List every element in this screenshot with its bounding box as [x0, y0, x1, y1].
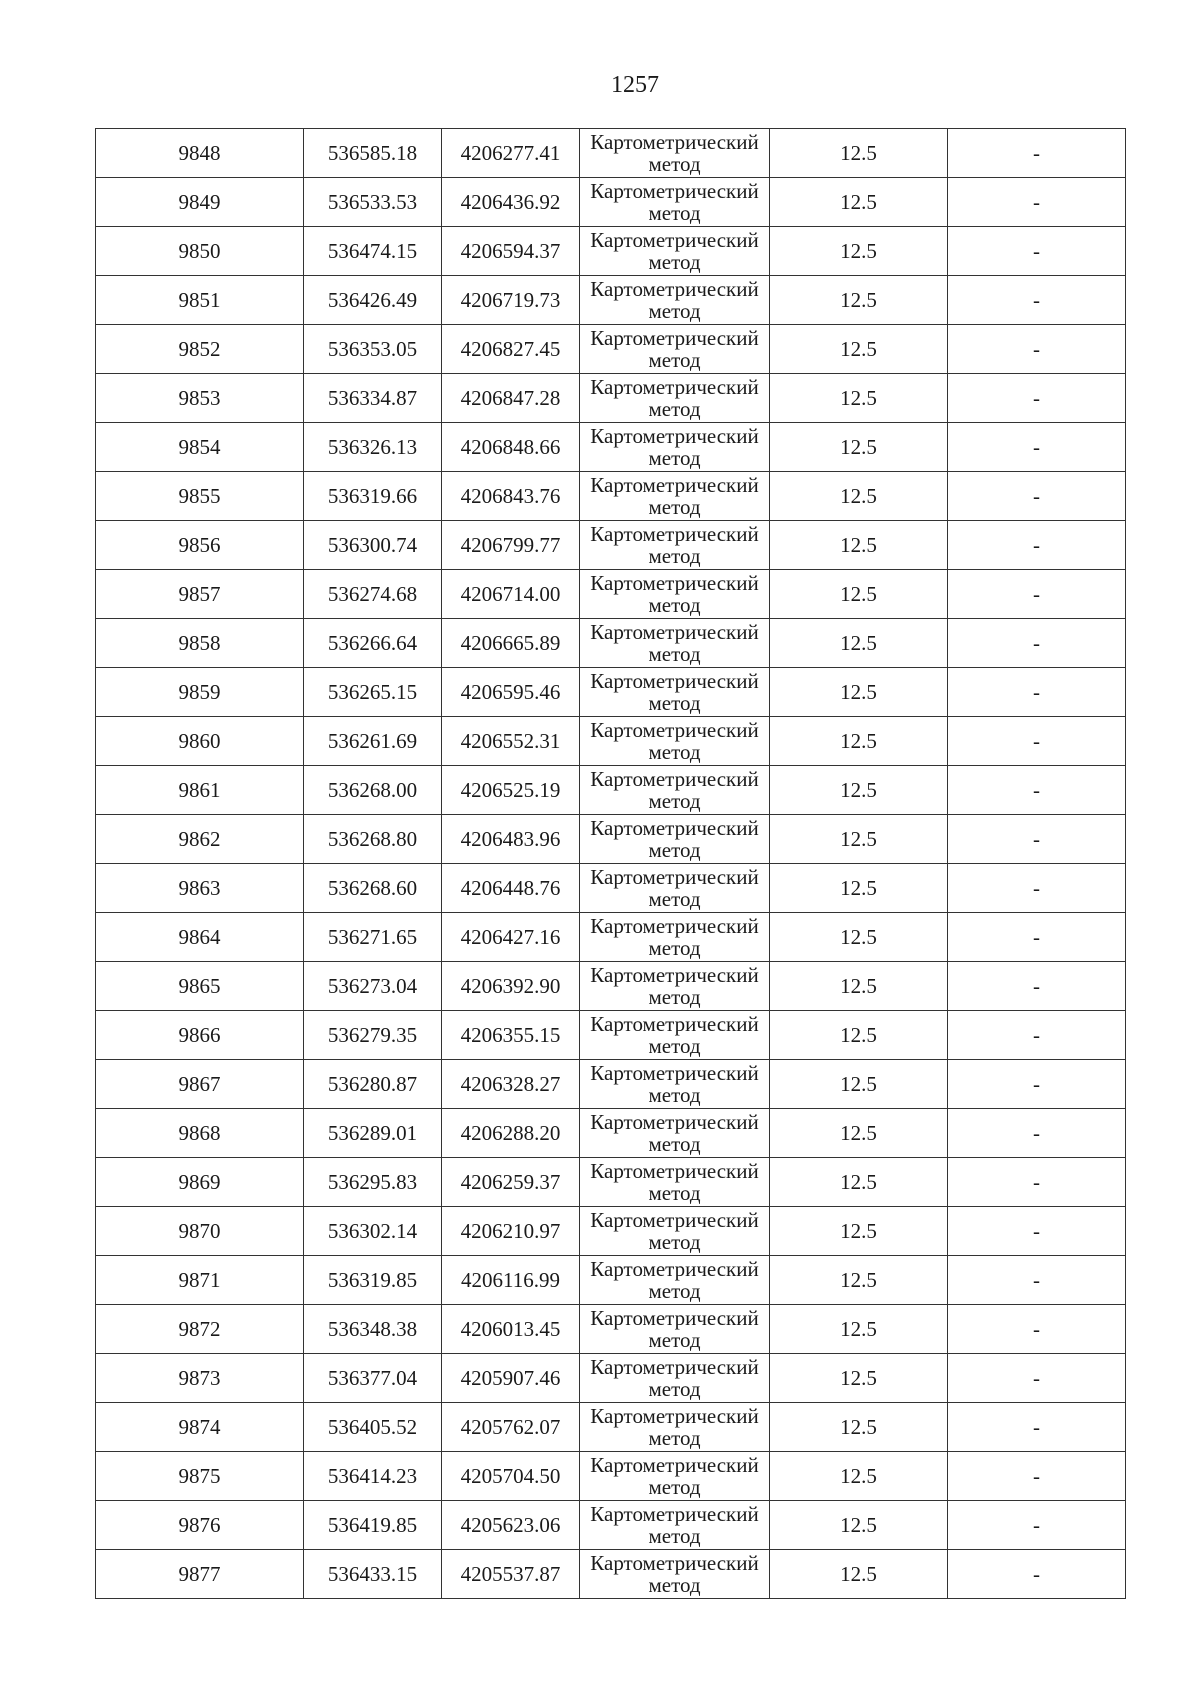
note-cell: -	[948, 619, 1126, 668]
accuracy-cell: 12.5	[770, 276, 948, 325]
point-number-cell: 9875	[96, 1452, 304, 1501]
table-row	[96, 129, 1126, 178]
x-coordinate-cell: 536266.64	[304, 619, 442, 668]
method-line-2: метод	[648, 299, 701, 323]
accuracy-cell: 12.5	[770, 1158, 948, 1207]
method-line-1: Картометрический	[590, 1306, 759, 1330]
y-coordinate-cell: 4206827.45	[442, 325, 580, 374]
y-coordinate-cell: 4206013.45	[442, 1305, 580, 1354]
table-row	[96, 864, 1126, 913]
method-cell	[580, 619, 770, 668]
x-coordinate-cell: 536474.15	[304, 227, 442, 276]
accuracy-cell: 12.5	[770, 1060, 948, 1109]
point-number-cell: 9871	[96, 1256, 304, 1305]
method-line-2: метод	[648, 691, 701, 715]
table-row	[96, 1256, 1126, 1305]
table-row	[96, 1060, 1126, 1109]
method-line-2: метод	[648, 1524, 701, 1548]
method-line-1: Картометрический	[590, 1355, 759, 1379]
method-line-2: метод	[648, 152, 701, 176]
note-cell: -	[948, 1501, 1126, 1550]
accuracy-cell: 12.5	[770, 913, 948, 962]
method-line-2: метод	[648, 348, 701, 372]
accuracy-cell: 12.5	[770, 227, 948, 276]
y-coordinate-cell: 4206436.92	[442, 178, 580, 227]
accuracy-cell: 12.5	[770, 815, 948, 864]
method-line-1: Картометрический	[590, 620, 759, 644]
accuracy-cell: 12.5	[770, 325, 948, 374]
method-line-2: метод	[648, 544, 701, 568]
method-line-1: Картометрический	[590, 1404, 759, 1428]
point-number-cell: 9850	[96, 227, 304, 276]
accuracy-cell: 12.5	[770, 472, 948, 521]
coordinates-table	[95, 128, 1126, 1599]
note-cell: -	[948, 1305, 1126, 1354]
method-line-2: метод	[648, 495, 701, 519]
y-coordinate-cell: 4206843.76	[442, 472, 580, 521]
method-cell	[580, 129, 770, 178]
method-cell	[580, 1256, 770, 1305]
table-row	[96, 1403, 1126, 1452]
table-row	[96, 766, 1126, 815]
x-coordinate-cell: 536585.18	[304, 129, 442, 178]
method-cell	[580, 1354, 770, 1403]
y-coordinate-cell: 4206448.76	[442, 864, 580, 913]
method-line-1: Картометрический	[590, 473, 759, 497]
x-coordinate-cell: 536414.23	[304, 1452, 442, 1501]
x-coordinate-cell: 536279.35	[304, 1011, 442, 1060]
point-number-cell: 9868	[96, 1109, 304, 1158]
x-coordinate-cell: 536405.52	[304, 1403, 442, 1452]
point-number-cell: 9852	[96, 325, 304, 374]
table-row	[96, 1109, 1126, 1158]
table-row	[96, 1305, 1126, 1354]
table-row	[96, 717, 1126, 766]
method-cell	[580, 276, 770, 325]
y-coordinate-cell: 4206277.41	[442, 129, 580, 178]
point-number-cell: 9858	[96, 619, 304, 668]
method-cell	[580, 1060, 770, 1109]
method-cell	[580, 1403, 770, 1452]
y-coordinate-cell: 4206665.89	[442, 619, 580, 668]
method-cell	[580, 913, 770, 962]
table-row	[96, 570, 1126, 619]
method-line-1: Картометрический	[590, 1159, 759, 1183]
y-coordinate-cell: 4206427.16	[442, 913, 580, 962]
method-line-2: метод	[648, 1279, 701, 1303]
point-number-cell: 9857	[96, 570, 304, 619]
method-line-1: Картометрический	[590, 1208, 759, 1232]
method-cell	[580, 1158, 770, 1207]
accuracy-cell: 12.5	[770, 1207, 948, 1256]
method-line-2: метод	[648, 936, 701, 960]
point-number-cell: 9876	[96, 1501, 304, 1550]
accuracy-cell: 12.5	[770, 521, 948, 570]
table-row	[96, 178, 1126, 227]
method-cell	[580, 570, 770, 619]
table-row	[96, 1452, 1126, 1501]
accuracy-cell: 12.5	[770, 374, 948, 423]
method-line-1: Картометрический	[590, 1551, 759, 1575]
method-line-2: метод	[648, 446, 701, 470]
x-coordinate-cell: 536419.85	[304, 1501, 442, 1550]
method-cell	[580, 1207, 770, 1256]
method-line-2: метод	[648, 1426, 701, 1450]
page-number: 1257	[611, 72, 659, 98]
method-line-1: Картометрический	[590, 179, 759, 203]
point-number-cell: 9855	[96, 472, 304, 521]
note-cell: -	[948, 717, 1126, 766]
method-line-1: Картометрический	[590, 669, 759, 693]
y-coordinate-cell: 4205537.87	[442, 1550, 580, 1599]
x-coordinate-cell: 536334.87	[304, 374, 442, 423]
table-row	[96, 276, 1126, 325]
x-coordinate-cell: 536302.14	[304, 1207, 442, 1256]
y-coordinate-cell: 4206525.19	[442, 766, 580, 815]
method-cell	[580, 1501, 770, 1550]
method-cell	[580, 1452, 770, 1501]
note-cell: -	[948, 521, 1126, 570]
table-row	[96, 619, 1126, 668]
method-line-2: метод	[648, 1475, 701, 1499]
note-cell: -	[948, 178, 1126, 227]
method-line-2: метод	[648, 1083, 701, 1107]
accuracy-cell: 12.5	[770, 864, 948, 913]
method-cell	[580, 1109, 770, 1158]
x-coordinate-cell: 536295.83	[304, 1158, 442, 1207]
y-coordinate-cell: 4206552.31	[442, 717, 580, 766]
accuracy-cell: 12.5	[770, 668, 948, 717]
point-number-cell: 9872	[96, 1305, 304, 1354]
note-cell: -	[948, 913, 1126, 962]
point-number-cell: 9866	[96, 1011, 304, 1060]
x-coordinate-cell: 536533.53	[304, 178, 442, 227]
point-number-cell: 9862	[96, 815, 304, 864]
x-coordinate-cell: 536377.04	[304, 1354, 442, 1403]
point-number-cell: 9851	[96, 276, 304, 325]
point-number-cell: 9848	[96, 129, 304, 178]
method-line-1: Картометрический	[590, 1061, 759, 1085]
x-coordinate-cell: 536268.00	[304, 766, 442, 815]
y-coordinate-cell: 4206288.20	[442, 1109, 580, 1158]
point-number-cell: 9849	[96, 178, 304, 227]
method-line-1: Картометрический	[590, 865, 759, 889]
method-line-1: Картометрический	[590, 1110, 759, 1134]
note-cell: -	[948, 374, 1126, 423]
table-row	[96, 913, 1126, 962]
method-line-1: Картометрический	[590, 522, 759, 546]
note-cell: -	[948, 766, 1126, 815]
y-coordinate-cell: 4205762.07	[442, 1403, 580, 1452]
note-cell: -	[948, 227, 1126, 276]
point-number-cell: 9877	[96, 1550, 304, 1599]
method-line-2: метод	[648, 1034, 701, 1058]
method-line-2: метод	[648, 1377, 701, 1401]
note-cell: -	[948, 1011, 1126, 1060]
method-line-2: метод	[648, 740, 701, 764]
accuracy-cell: 12.5	[770, 1354, 948, 1403]
y-coordinate-cell: 4206355.15	[442, 1011, 580, 1060]
method-line-1: Картометрический	[590, 1012, 759, 1036]
method-line-2: метод	[648, 642, 701, 666]
x-coordinate-cell: 536433.15	[304, 1550, 442, 1599]
note-cell: -	[948, 668, 1126, 717]
method-cell	[580, 1305, 770, 1354]
method-line-1: Картометрический	[590, 1453, 759, 1477]
method-line-2: метод	[648, 397, 701, 421]
method-line-2: метод	[648, 1230, 701, 1254]
method-line-1: Картометрический	[590, 571, 759, 595]
x-coordinate-cell: 536289.01	[304, 1109, 442, 1158]
y-coordinate-cell: 4206594.37	[442, 227, 580, 276]
x-coordinate-cell: 536326.13	[304, 423, 442, 472]
point-number-cell: 9861	[96, 766, 304, 815]
x-coordinate-cell: 536268.60	[304, 864, 442, 913]
x-coordinate-cell: 536261.69	[304, 717, 442, 766]
accuracy-cell: 12.5	[770, 129, 948, 178]
table-body	[96, 129, 1126, 1599]
y-coordinate-cell: 4206848.66	[442, 423, 580, 472]
method-line-1: Картометрический	[590, 963, 759, 987]
point-number-cell: 9860	[96, 717, 304, 766]
y-coordinate-cell: 4206799.77	[442, 521, 580, 570]
x-coordinate-cell: 536319.66	[304, 472, 442, 521]
x-coordinate-cell: 536319.85	[304, 1256, 442, 1305]
method-line-1: Картометрический	[590, 816, 759, 840]
method-line-2: метод	[648, 887, 701, 911]
point-number-cell: 9854	[96, 423, 304, 472]
method-line-2: метод	[648, 593, 701, 617]
method-cell	[580, 1011, 770, 1060]
table-row	[96, 374, 1126, 423]
accuracy-cell: 12.5	[770, 1452, 948, 1501]
table-row	[96, 1550, 1126, 1599]
note-cell: -	[948, 570, 1126, 619]
method-cell	[580, 325, 770, 374]
point-number-cell: 9859	[96, 668, 304, 717]
note-cell: -	[948, 1256, 1126, 1305]
method-line-2: метод	[648, 1132, 701, 1156]
table-row	[96, 962, 1126, 1011]
point-number-cell: 9865	[96, 962, 304, 1011]
point-number-cell: 9853	[96, 374, 304, 423]
y-coordinate-cell: 4206116.99	[442, 1256, 580, 1305]
accuracy-cell: 12.5	[770, 1305, 948, 1354]
table-row	[96, 325, 1126, 374]
method-line-2: метод	[648, 789, 701, 813]
method-line-1: Картометрический	[590, 767, 759, 791]
method-line-2: метод	[648, 985, 701, 1009]
note-cell: -	[948, 1158, 1126, 1207]
point-number-cell: 9874	[96, 1403, 304, 1452]
note-cell: -	[948, 864, 1126, 913]
y-coordinate-cell: 4206595.46	[442, 668, 580, 717]
method-cell	[580, 717, 770, 766]
note-cell: -	[948, 423, 1126, 472]
point-number-cell: 9856	[96, 521, 304, 570]
method-cell	[580, 1550, 770, 1599]
accuracy-cell: 12.5	[770, 1011, 948, 1060]
accuracy-cell: 12.5	[770, 1501, 948, 1550]
note-cell: -	[948, 129, 1126, 178]
y-coordinate-cell: 4206847.28	[442, 374, 580, 423]
method-cell	[580, 864, 770, 913]
point-number-cell: 9870	[96, 1207, 304, 1256]
note-cell: -	[948, 962, 1126, 1011]
table-row	[96, 1207, 1126, 1256]
accuracy-cell: 12.5	[770, 619, 948, 668]
y-coordinate-cell: 4206392.90	[442, 962, 580, 1011]
y-coordinate-cell: 4206210.97	[442, 1207, 580, 1256]
method-cell	[580, 962, 770, 1011]
note-cell: -	[948, 1452, 1126, 1501]
accuracy-cell: 12.5	[770, 178, 948, 227]
table-row	[96, 227, 1126, 276]
note-cell: -	[948, 325, 1126, 374]
method-line-1: Картометрический	[590, 914, 759, 938]
table-row	[96, 423, 1126, 472]
note-cell: -	[948, 1550, 1126, 1599]
point-number-cell: 9869	[96, 1158, 304, 1207]
note-cell: -	[948, 472, 1126, 521]
method-line-2: метод	[648, 1573, 701, 1597]
x-coordinate-cell: 536280.87	[304, 1060, 442, 1109]
table-row	[96, 1011, 1126, 1060]
table-row	[96, 1501, 1126, 1550]
note-cell: -	[948, 1207, 1126, 1256]
method-cell	[580, 374, 770, 423]
note-cell: -	[948, 1109, 1126, 1158]
table-row	[96, 472, 1126, 521]
accuracy-cell: 12.5	[770, 717, 948, 766]
method-line-1: Картометрический	[590, 1257, 759, 1281]
method-line-1: Картометрический	[590, 277, 759, 301]
y-coordinate-cell: 4206328.27	[442, 1060, 580, 1109]
accuracy-cell: 12.5	[770, 766, 948, 815]
method-line-2: метод	[648, 838, 701, 862]
method-line-2: метод	[648, 201, 701, 225]
y-coordinate-cell: 4205704.50	[442, 1452, 580, 1501]
x-coordinate-cell: 536268.80	[304, 815, 442, 864]
method-line-2: метод	[648, 1328, 701, 1352]
y-coordinate-cell: 4206719.73	[442, 276, 580, 325]
accuracy-cell: 12.5	[770, 1403, 948, 1452]
y-coordinate-cell: 4206259.37	[442, 1158, 580, 1207]
method-cell	[580, 227, 770, 276]
note-cell: -	[948, 1354, 1126, 1403]
x-coordinate-cell: 536353.05	[304, 325, 442, 374]
method-cell	[580, 668, 770, 717]
y-coordinate-cell: 4206714.00	[442, 570, 580, 619]
x-coordinate-cell: 536273.04	[304, 962, 442, 1011]
accuracy-cell: 12.5	[770, 1256, 948, 1305]
method-line-1: Картометрический	[590, 326, 759, 350]
y-coordinate-cell: 4205907.46	[442, 1354, 580, 1403]
x-coordinate-cell: 536426.49	[304, 276, 442, 325]
method-line-1: Картометрический	[590, 1502, 759, 1526]
accuracy-cell: 12.5	[770, 570, 948, 619]
x-coordinate-cell: 536271.65	[304, 913, 442, 962]
table-row	[96, 668, 1126, 717]
method-cell	[580, 815, 770, 864]
x-coordinate-cell: 536348.38	[304, 1305, 442, 1354]
accuracy-cell: 12.5	[770, 423, 948, 472]
table-row	[96, 521, 1126, 570]
point-number-cell: 9873	[96, 1354, 304, 1403]
method-line-2: метод	[648, 1181, 701, 1205]
method-cell	[580, 472, 770, 521]
point-number-cell: 9864	[96, 913, 304, 962]
method-line-1: Картометрический	[590, 228, 759, 252]
note-cell: -	[948, 1403, 1126, 1452]
x-coordinate-cell: 536265.15	[304, 668, 442, 717]
y-coordinate-cell: 4205623.06	[442, 1501, 580, 1550]
x-coordinate-cell: 536274.68	[304, 570, 442, 619]
method-cell	[580, 766, 770, 815]
accuracy-cell: 12.5	[770, 962, 948, 1011]
point-number-cell: 9867	[96, 1060, 304, 1109]
table-row	[96, 1158, 1126, 1207]
method-line-2: метод	[648, 250, 701, 274]
note-cell: -	[948, 1060, 1126, 1109]
method-cell	[580, 178, 770, 227]
point-number-cell: 9863	[96, 864, 304, 913]
method-line-1: Картометрический	[590, 718, 759, 742]
method-cell	[580, 521, 770, 570]
table-row	[96, 815, 1126, 864]
accuracy-cell: 12.5	[770, 1550, 948, 1599]
note-cell: -	[948, 276, 1126, 325]
y-coordinate-cell: 4206483.96	[442, 815, 580, 864]
method-line-1: Картометрический	[590, 130, 759, 154]
note-cell: -	[948, 815, 1126, 864]
method-line-1: Картометрический	[590, 375, 759, 399]
method-line-1: Картометрический	[590, 424, 759, 448]
accuracy-cell: 12.5	[770, 1109, 948, 1158]
x-coordinate-cell: 536300.74	[304, 521, 442, 570]
method-cell	[580, 423, 770, 472]
table-row	[96, 1354, 1126, 1403]
